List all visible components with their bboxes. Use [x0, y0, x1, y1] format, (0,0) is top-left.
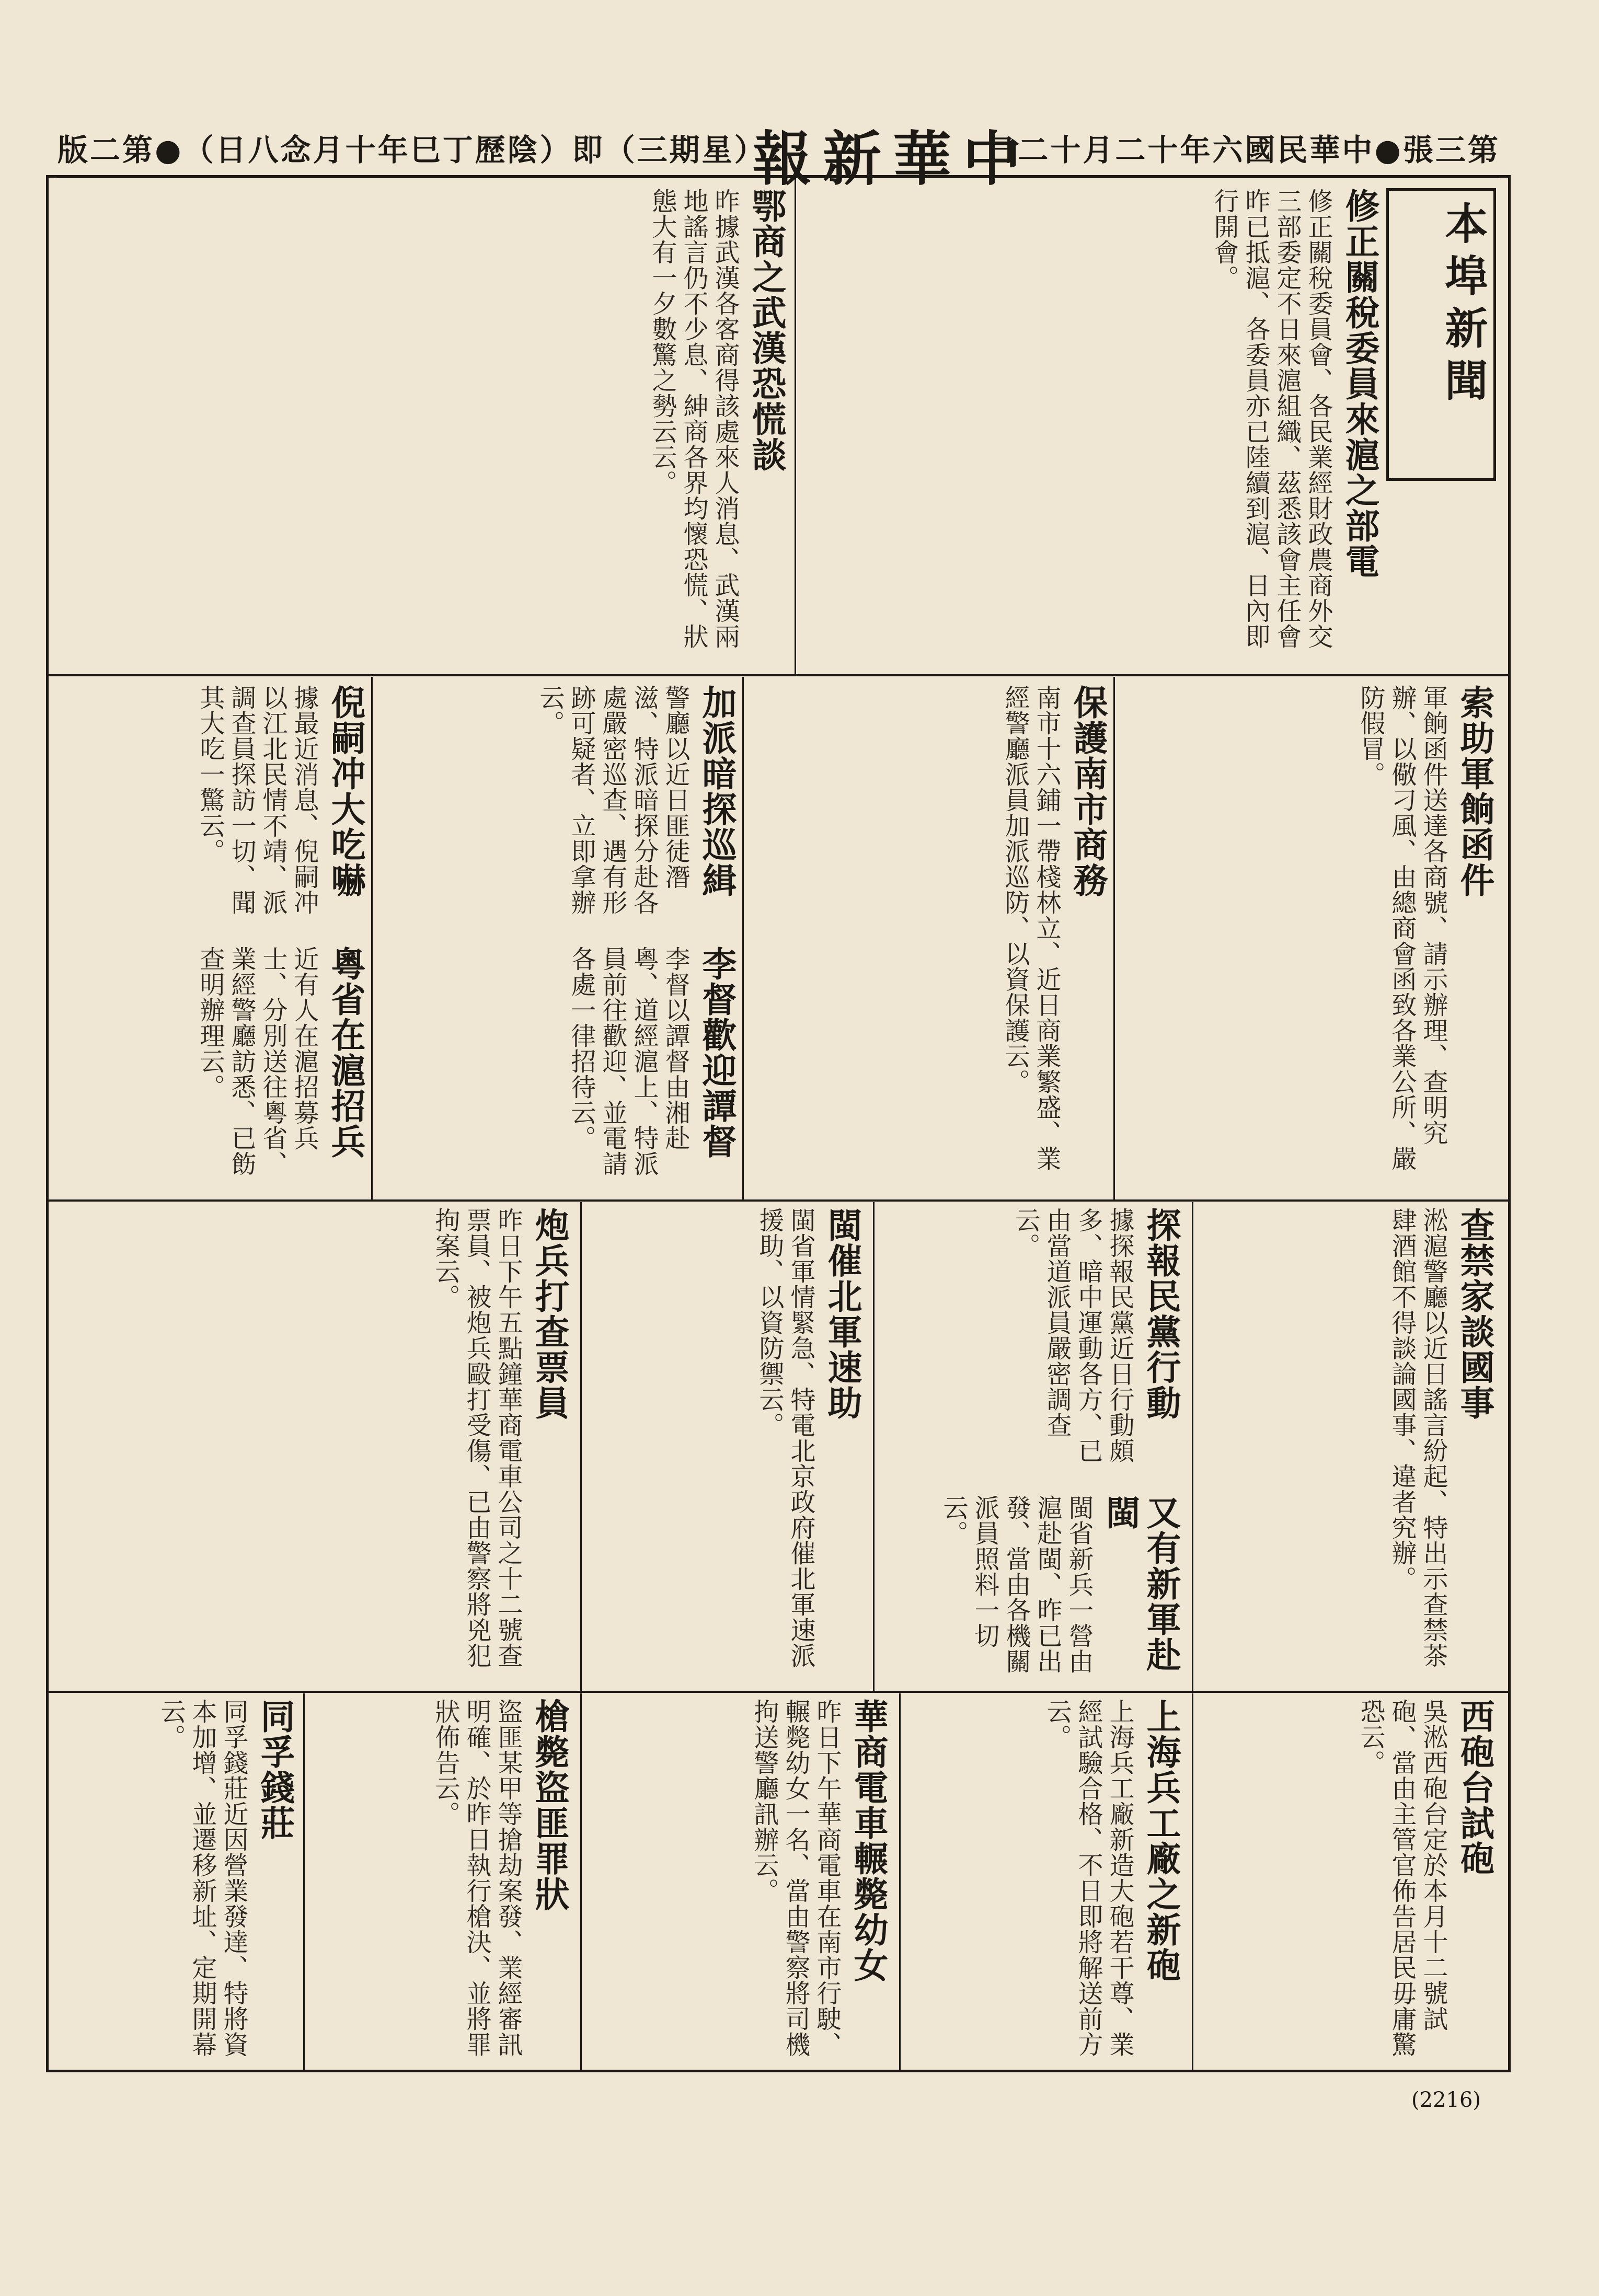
newspaper-title: 報新華中	[753, 125, 1033, 193]
article	[883, 1495, 1181, 1683]
article-headline: 加派暗探巡緝	[696, 685, 737, 898]
article-body: 吳淞西砲台定於本月十二號試砲、當由主管官佈告居民毋庸驚恐云。	[1356, 1699, 1448, 2057]
article-body: 淞滬警廳以近日謠言紛起、特出示查禁茶肆酒館不得談論國事、違者究辦。	[1387, 1207, 1448, 1668]
article-body: 近有人在滬招募兵士、分別送往粵省、業經警廳訪悉、已飭查明辦理云。	[195, 946, 319, 1176]
article	[57, 946, 366, 1192]
article	[57, 188, 787, 664]
article-headline: 倪嗣冲大吃嚇	[325, 685, 366, 898]
row-divider	[46, 1199, 1511, 1202]
column-divider	[580, 1202, 582, 1691]
article	[382, 685, 737, 936]
masthead-edition-info: 版二第●（日八念月十年巳丁歷陰）即（三期星）	[57, 132, 767, 168]
column-divider	[795, 178, 796, 674]
article-body: 昨日下午五點鐘華商電車公司之十二號查票員、被炮兵毆打受傷、已由警察將兇犯拘案云。	[431, 1207, 523, 1668]
article-headline: 索助軍餉函件	[1454, 685, 1495, 898]
article-body: 同孚錢莊近因營業發達、特將資本加增、並遷移新址、定期開幕云。	[156, 1699, 248, 2057]
column-divider	[1113, 677, 1115, 1199]
column-divider	[873, 1202, 875, 1691]
article-body: 據最近消息、倪嗣冲以江北民情不靖、派調查員探訪一切、聞其大吃一驚云。	[195, 685, 319, 915]
article-headline: 華商電車輾斃幼女	[848, 1699, 889, 1983]
masthead	[57, 112, 1500, 193]
article-body: 南市十六鋪一帶棧林立、近日商業繁盛、業經警廳派員加派巡防、以資保護云。	[1000, 685, 1061, 1171]
article-headline: 李督歡迎譚督	[696, 946, 737, 1159]
article-headline: 上海兵工廠之新砲	[1141, 1699, 1181, 1983]
article-body: 警廳以近日匪徒潛滋、特派暗探分赴各處嚴密巡查、遇有形跡可疑者、立即拿辦云。	[535, 685, 690, 915]
article-headline: 槍斃盜匪罪狀	[529, 1699, 570, 1912]
article-headline: 查禁家談國事	[1454, 1207, 1495, 1421]
article-headline: 閩催北軍速助	[822, 1207, 862, 1421]
article	[382, 946, 737, 1192]
article	[57, 1207, 570, 1683]
section-title-box	[1386, 188, 1496, 481]
article-body: 昨日下午華商電車在南市行駛、輾斃幼女一名、當由警察將司機拘送警廳訊辦云。	[750, 1699, 842, 2057]
article	[1202, 1207, 1495, 1683]
article-headline: 西砲台試砲	[1454, 1699, 1495, 1876]
article-body: 李督以譚督由湘赴粵、道經滬上、特派員前往歡迎、並電請各處一律招待云。	[567, 946, 690, 1176]
article-body: 閩省新兵一營由滬赴閩、昨已出發、當由各機關派員照料一切云。	[939, 1495, 1094, 1674]
article-headline: 同孚錢莊	[255, 1699, 295, 1841]
article	[591, 1699, 889, 2064]
masthead-date-info: 日二十月二十年六國民華中●張三第	[985, 132, 1500, 168]
article	[883, 1207, 1181, 1484]
page-number: (2216)	[1411, 2088, 1481, 2112]
article	[57, 1699, 295, 2064]
article	[910, 1699, 1181, 2064]
section-title: 本埠新聞	[1438, 201, 1488, 410]
article-body: 上海兵工廠新造大砲若干尊、業經試驗合格、不日即將解送前方云。	[1042, 1699, 1134, 2057]
column-divider	[303, 1693, 305, 2070]
article-headline: 粵省在滬招兵	[325, 946, 366, 1159]
article	[314, 1699, 570, 2064]
article-headline: 炮兵打查票員	[529, 1207, 570, 1421]
column-divider	[742, 677, 744, 1199]
column-divider	[899, 1693, 901, 2070]
article-body: 閩省軍情緊急、特電北京政府催北軍速派援助、以資防禦云。	[755, 1207, 815, 1668]
column-divider	[580, 1693, 582, 2070]
article-headline: 修正關稅委員來滬之部電	[1339, 188, 1380, 579]
article	[1202, 1699, 1495, 2064]
article-body: 修正關稅委員會、各民業經財政農商外交三部委定不日來滬組織、茲悉該會主任會昨已抵滬、各委員亦已陸續到滬、日內即行開會。	[1210, 188, 1333, 649]
column-divider	[1192, 1693, 1193, 2070]
article-body: 據探報民黨近日行動頗多、暗中運動各方、已由當道派員嚴密調查云。	[1011, 1207, 1134, 1463]
article	[591, 1207, 862, 1683]
article	[57, 685, 366, 936]
article-headline: 探報民黨行動	[1141, 1207, 1181, 1421]
article	[805, 188, 1380, 664]
column-divider	[371, 677, 373, 1199]
article-body: 盜匪某甲等搶劫案發、業經審訊明確、於昨日執行槍決、並將罪狀佈告云。	[431, 1699, 523, 2057]
row-divider	[46, 1691, 1511, 1693]
article-headline: 鄂商之武漢恐慌談	[746, 188, 787, 472]
article	[753, 685, 1108, 1186]
article-body: 軍餉函件送達各商號、請示辦理、查明究辦、以儆刁風、由總商會函致各業公所、嚴防假冒。	[1356, 685, 1448, 1171]
article-headline: 保護南市商務	[1067, 685, 1108, 898]
article-headline: 又有新軍赴閩	[1100, 1495, 1181, 1672]
row-divider	[46, 674, 1511, 676]
column-divider	[1192, 1202, 1193, 1691]
article	[1124, 685, 1495, 1186]
article-body: 昨據武漢各客商得該處來人消息、武漢兩地謠言仍不少息、紳商各界均懷恐慌、狀態大有一夕數驚之勢云云。	[648, 188, 740, 649]
